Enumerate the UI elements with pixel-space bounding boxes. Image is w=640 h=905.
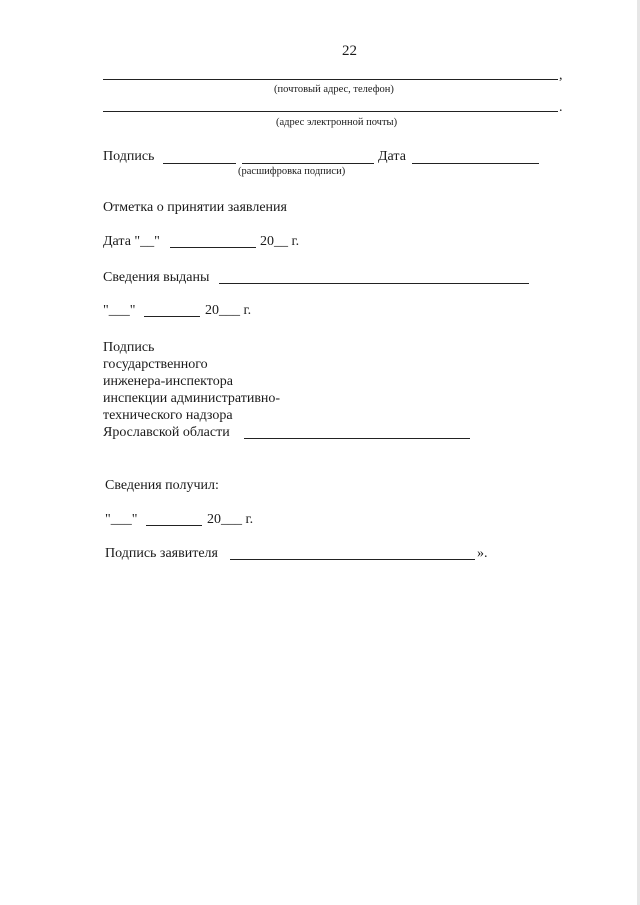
applicant-signature-trail: ». xyxy=(477,546,488,561)
applicant-signature-label: Подпись заявителя xyxy=(105,546,218,561)
acceptance-heading: Отметка о принятии заявления xyxy=(103,200,287,215)
postal-address-line xyxy=(103,79,558,80)
email-address-trail: . xyxy=(559,100,563,115)
issued-month-line xyxy=(144,316,200,317)
inspector-line-4: инспекции административно- xyxy=(103,391,281,406)
postal-address-trail: , xyxy=(559,68,563,83)
received-day: "___" xyxy=(105,512,138,527)
postal-address-caption: (почтовый адрес, телефон) xyxy=(274,84,394,95)
applicant-signature-line xyxy=(230,559,475,560)
acceptance-month-line xyxy=(170,247,256,248)
signature-line xyxy=(163,163,236,164)
signature-decoding-line xyxy=(242,163,374,164)
signature-label: Подпись xyxy=(103,149,155,164)
signature-date-label: Дата xyxy=(378,149,406,164)
email-address-caption: (адрес электронной почты) xyxy=(276,117,398,128)
issued-year: 20___ г. xyxy=(205,303,252,318)
received-label: Сведения получил: xyxy=(105,478,219,493)
inspector-line-5: технического надзора xyxy=(103,408,233,423)
inspector-signature-line xyxy=(244,438,470,439)
issued-line xyxy=(219,283,529,284)
page-number: 22 xyxy=(342,43,357,59)
inspector-line-3: инженера-инспектора xyxy=(103,374,233,389)
received-month-line xyxy=(146,525,202,526)
issued-label: Сведения выданы xyxy=(103,270,210,285)
issued-day: "___" xyxy=(103,303,136,318)
received-year: 20___ г. xyxy=(207,512,254,527)
signature-date-line xyxy=(412,163,539,164)
inspector-line-6: Ярославской области xyxy=(103,425,230,440)
acceptance-year: 20__ г. xyxy=(260,234,300,249)
email-address-line xyxy=(103,111,558,112)
inspector-line-2: государственного xyxy=(103,357,208,372)
acceptance-date-prefix: Дата "__" xyxy=(103,234,160,249)
inspector-line-1: Подпись xyxy=(103,340,155,355)
signature-decoding-caption: (расшифровка подписи) xyxy=(238,166,346,177)
